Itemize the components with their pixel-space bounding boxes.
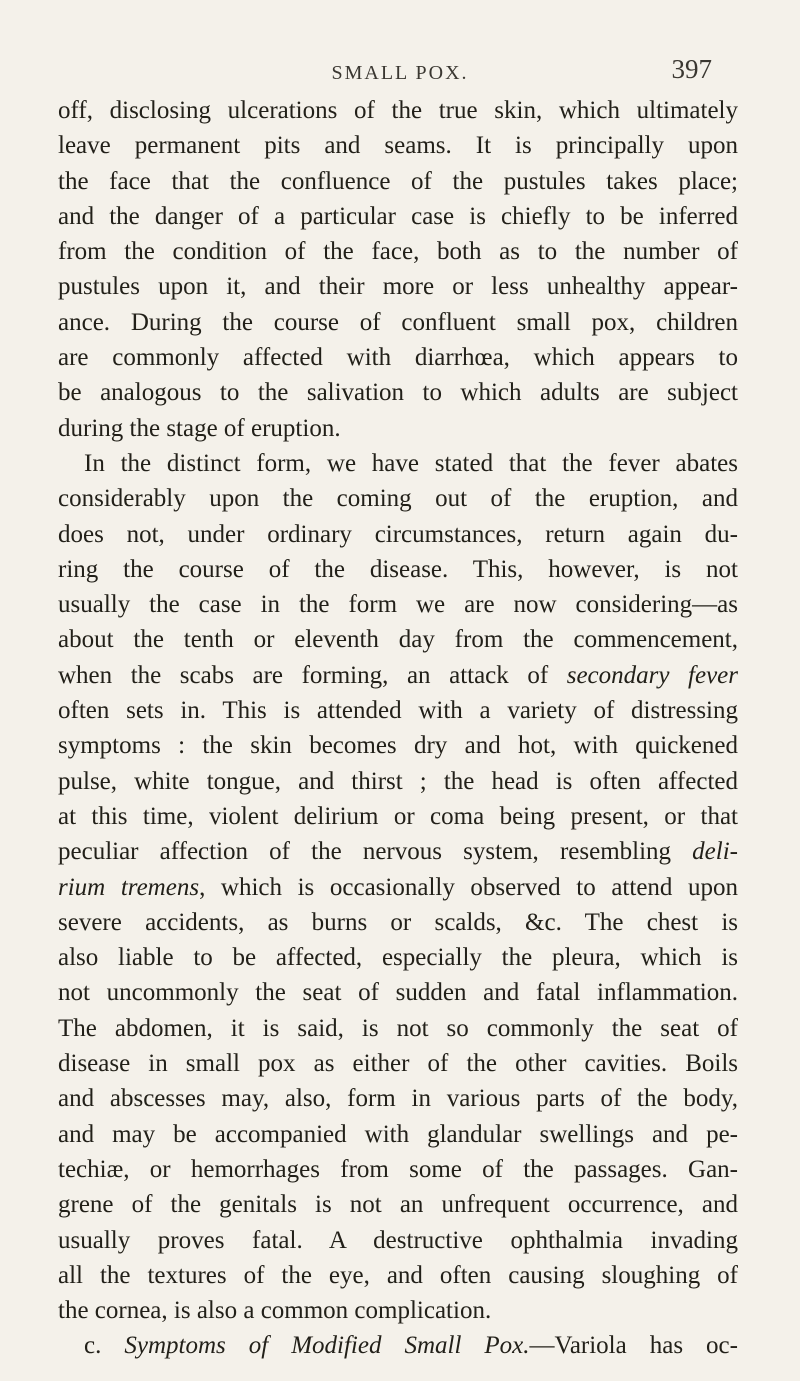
text-line xyxy=(58,552,738,587)
text-line xyxy=(58,1328,738,1363)
text-segment: usually the case in the form we are now considering—as xyxy=(58,591,738,619)
text-line xyxy=(58,764,738,799)
text-segment: severe accidents, as burns or scalds, &c. The chest is xyxy=(58,908,738,936)
text-line xyxy=(58,128,738,163)
text-segment: all the textures of the eye, and often causing sloughing of xyxy=(58,1261,738,1289)
text-line xyxy=(58,340,738,375)
text-line xyxy=(58,1293,738,1328)
italic-text: Symptoms of Modified Small Pox. xyxy=(124,1332,530,1360)
text-line xyxy=(58,1187,738,1222)
text-segment: when the scabs are forming, an attack of xyxy=(58,661,567,689)
running-head xyxy=(0,54,800,92)
text-segment: from the condition of the face, both as to the number of xyxy=(58,238,738,266)
text-line xyxy=(58,411,738,446)
text-segment: at this time, violent delirium or coma being present, or that xyxy=(58,802,738,830)
text-line xyxy=(58,1011,738,1046)
text-line xyxy=(58,481,738,516)
text-line xyxy=(58,940,738,975)
italic-text: deli- xyxy=(692,838,738,866)
text-line xyxy=(58,658,738,693)
text-segment: pulse, white tongue, and thirst ; the head is often affected xyxy=(58,767,738,795)
italic-text: rium tremens xyxy=(58,873,200,901)
text-segment: and may be accompanied with glandular swellings and pe- xyxy=(58,1120,738,1148)
running-title: SMALL POX. xyxy=(331,62,469,84)
text-line xyxy=(58,1081,738,1116)
text-segment: usually proves fatal. A destructive ophthalmia invading xyxy=(58,1226,738,1254)
text-segment: off, disclosing ulcerations of the true skin, which ultimately xyxy=(58,97,738,124)
text-segment: pustules upon it, and their more or less unhealthy appear- xyxy=(58,273,738,301)
text-line xyxy=(58,799,738,834)
text-segment: ance. During the course of confluent small pox, children xyxy=(58,308,738,336)
text-line xyxy=(58,375,738,410)
text-line xyxy=(58,269,738,304)
text-segment: the cornea, is also a common complication. xyxy=(58,1297,492,1325)
text-line xyxy=(58,728,738,763)
text-segment: In the distinct form, we have stated that the fever abates xyxy=(84,449,738,477)
italic-text: secondary fever xyxy=(566,661,738,689)
text-line xyxy=(58,1117,738,1152)
text-segment: and the danger of a particular case is chiefly to be inferred xyxy=(58,202,738,230)
text-line xyxy=(58,305,738,340)
text-segment: are commonly affected with diarrhœa, which appears to xyxy=(58,344,738,372)
text-segment: , which is occasionally observed to attend upon xyxy=(199,873,739,901)
text-segment: and abscesses may, also, form in various parts of the body, xyxy=(58,1085,738,1113)
body-text xyxy=(58,93,738,1364)
text-line xyxy=(58,446,738,481)
text-segment: symptoms : the skin becomes dry and hot, with quickened xyxy=(58,732,738,760)
text-segment: leave permanent pits and seams. It is principally upon xyxy=(58,132,738,160)
text-segment: also liable to be affected, especially the pleura, which is xyxy=(58,944,738,972)
text-segment: The abdomen, it is said, is not so commonly the seat of xyxy=(58,1014,738,1042)
text-line xyxy=(58,234,738,269)
text-line xyxy=(58,1046,738,1081)
text-line xyxy=(58,164,738,199)
text-line xyxy=(58,199,738,234)
text-segment: does not, under ordinary circumstances, return again du- xyxy=(58,520,738,548)
text-segment: peculiar affection of the nervous system, resembling xyxy=(58,838,693,866)
text-segment: techiæ, or hemorrhages from some of the passages. Gan- xyxy=(58,1155,738,1183)
page-number: 397 xyxy=(671,54,712,84)
text-segment: —Variola has oc- xyxy=(529,1332,738,1360)
text-segment: about the tenth or eleventh day from the commencement, xyxy=(58,626,738,654)
text-segment: grene of the genitals is not an unfrequent occurrence, and xyxy=(58,1191,738,1219)
text-segment: often sets in. This is attended with a variety of distressing xyxy=(58,697,738,725)
text-segment: during the stage of eruption. xyxy=(58,414,341,442)
text-segment: ring the course of the disease. This, however, is not xyxy=(58,555,738,583)
text-line xyxy=(58,975,738,1010)
text-line xyxy=(58,693,738,728)
text-segment: not uncommonly the seat of sudden and fatal inflammation. xyxy=(58,979,738,1007)
text-line xyxy=(58,93,738,128)
text-segment: c. xyxy=(84,1332,125,1360)
text-segment: the face that the confluence of the pustules takes place; xyxy=(58,167,738,195)
text-line xyxy=(58,870,738,905)
text-line xyxy=(58,1223,738,1258)
text-line xyxy=(58,587,738,622)
text-line xyxy=(58,1258,738,1293)
text-segment: considerably upon the coming out of the eruption, and xyxy=(58,485,738,513)
text-segment: disease in small pox as either of the other cavities. Boils xyxy=(58,1050,738,1078)
text-line xyxy=(58,517,738,552)
text-line xyxy=(58,905,738,940)
text-segment: be analogous to the salivation to which adults are subject xyxy=(58,379,738,407)
text-line xyxy=(58,622,738,657)
text-line xyxy=(58,834,738,869)
text-line xyxy=(58,1152,738,1187)
